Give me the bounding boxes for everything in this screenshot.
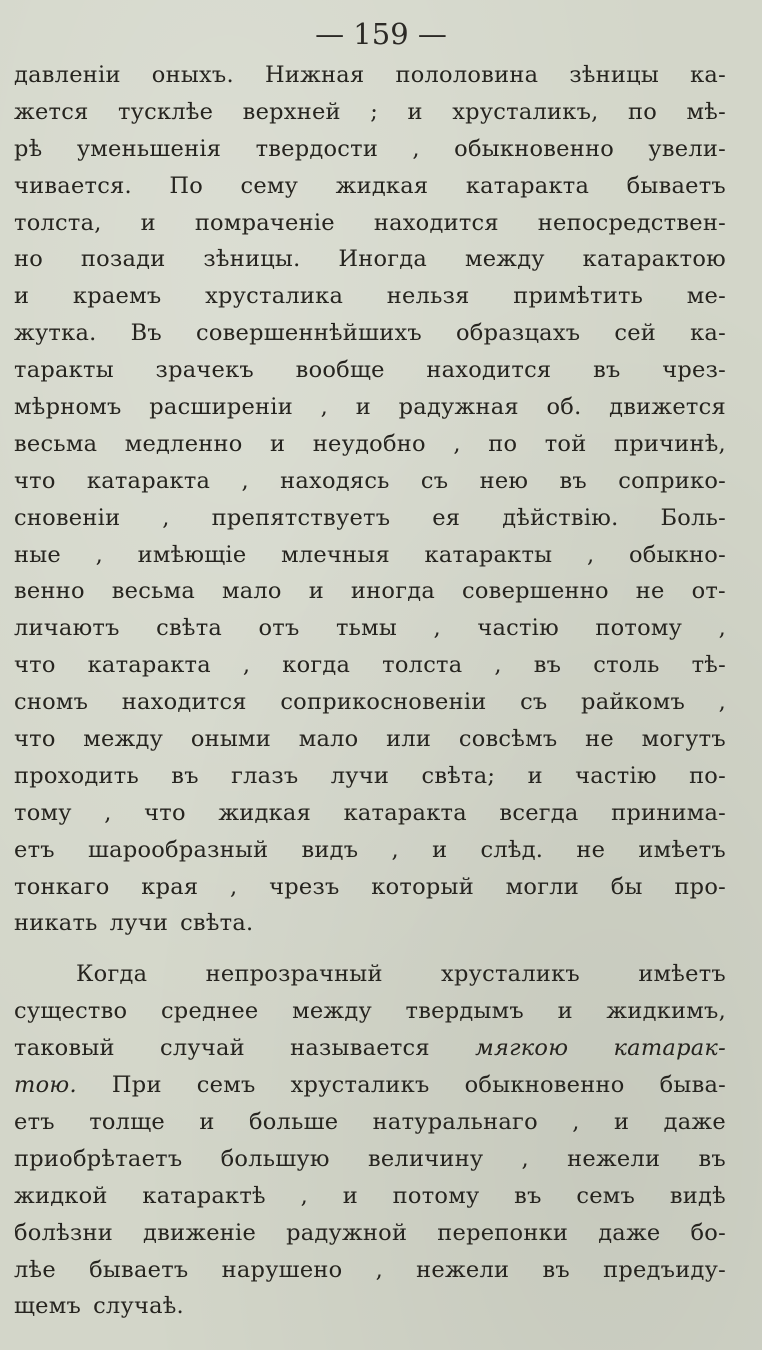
word: видъ	[301, 836, 359, 863]
word: свѣта.	[180, 910, 254, 937]
word: увели-	[648, 135, 726, 162]
word: болѣзни	[14, 1219, 113, 1246]
word: весьма	[111, 578, 195, 605]
word: ея	[432, 504, 461, 531]
word: об.	[546, 394, 582, 421]
word: ные	[14, 541, 61, 568]
word: что	[14, 467, 56, 494]
text-line	[14, 315, 726, 352]
word: жидкая	[218, 799, 312, 826]
text-line	[14, 537, 726, 574]
word: слѣд.	[480, 836, 544, 863]
word: Когда	[76, 961, 148, 988]
word: нельзя	[386, 283, 470, 310]
word: мѣрномъ	[14, 394, 122, 421]
word: въ	[559, 467, 587, 494]
word: лучи	[109, 910, 169, 937]
text-line	[14, 795, 726, 832]
word: образцахъ	[456, 320, 581, 347]
word: медленно	[124, 430, 243, 457]
word: ,	[572, 1108, 580, 1135]
word: чивается.	[14, 172, 132, 199]
word: катаракта	[87, 652, 211, 679]
word: нежели	[567, 1145, 661, 1172]
word: ,	[586, 541, 595, 568]
word: ,	[241, 467, 249, 494]
word: находится	[426, 357, 552, 384]
word: ,	[162, 504, 170, 531]
word: дѣйствію.	[502, 504, 619, 531]
word: ,	[718, 689, 726, 716]
word: случай	[160, 1035, 245, 1062]
word: не	[585, 726, 614, 753]
word: чрез-	[662, 357, 726, 384]
word: и	[432, 836, 448, 863]
word: радужная	[398, 394, 519, 421]
word: семъ	[196, 1072, 256, 1099]
word: совершенно	[462, 578, 609, 605]
word: не	[576, 836, 606, 863]
word: не	[635, 578, 665, 605]
word: въ	[542, 1256, 570, 1283]
word: катарактѣ	[142, 1182, 266, 1209]
page-number: — 159 —	[315, 17, 447, 51]
text-line	[14, 463, 726, 500]
word: проходить	[14, 762, 139, 789]
word: чрезъ	[269, 873, 340, 900]
word: зрачекъ	[155, 357, 254, 384]
word: соприко-	[618, 467, 726, 494]
word: когда	[282, 652, 351, 679]
text-line	[14, 426, 726, 463]
text-line	[14, 500, 726, 537]
word: и	[407, 98, 423, 125]
word: катаракта	[86, 467, 211, 494]
word: хрусталикъ	[441, 961, 580, 988]
text-line	[14, 352, 726, 389]
word: личаютъ	[14, 615, 120, 642]
word: движеніе	[143, 1219, 257, 1246]
word: рѣ	[14, 135, 43, 162]
text-line	[14, 1288, 726, 1325]
word: оныхъ.	[151, 62, 234, 88]
word: который	[371, 873, 474, 900]
word: обыкновенно	[454, 135, 615, 162]
word: съ	[520, 689, 548, 716]
word: что	[144, 799, 186, 826]
word: краемъ	[72, 283, 162, 310]
word: Иногда	[338, 246, 428, 273]
word: и	[342, 1182, 358, 1209]
word: сновеніи	[14, 504, 121, 531]
text-line	[14, 1067, 726, 1104]
word: жется	[14, 98, 89, 125]
word: таковый	[14, 1035, 115, 1062]
word: даже	[663, 1108, 726, 1135]
word: Боль-	[660, 504, 726, 531]
word: и	[140, 209, 156, 236]
word: давленіи	[14, 62, 121, 88]
word: мало	[298, 726, 359, 753]
word: хрусталикъ	[290, 1072, 430, 1099]
word: и	[355, 394, 371, 421]
word: глазъ	[231, 762, 299, 789]
word: радужной	[286, 1219, 408, 1246]
word: могутъ	[641, 726, 726, 753]
word: натуральнаго	[372, 1108, 538, 1135]
word: тою.	[14, 1072, 77, 1099]
word: ,	[375, 1256, 384, 1283]
word: и	[14, 283, 30, 310]
word: движется	[609, 394, 726, 421]
word: про-	[674, 873, 726, 900]
word: бо-	[690, 1219, 726, 1246]
text-line	[14, 389, 726, 426]
word: тому	[14, 799, 72, 826]
word: всегда	[499, 799, 579, 826]
word: твердости	[255, 135, 379, 162]
word: ,	[718, 615, 726, 642]
text-line	[14, 278, 726, 315]
word: въ	[533, 652, 562, 679]
word: частію	[477, 615, 559, 642]
word: никать	[14, 910, 98, 937]
word: больше	[248, 1108, 339, 1135]
text-line	[14, 647, 726, 684]
word: приобрѣтаетъ	[14, 1145, 183, 1172]
paragraph	[14, 956, 726, 1325]
text-line	[14, 610, 726, 647]
word: быва-	[659, 1072, 726, 1099]
word: существо	[14, 998, 128, 1025]
word: шарообразный	[87, 836, 269, 863]
text-line	[14, 1104, 726, 1141]
word: имѣющіе	[137, 541, 247, 568]
word: среднее	[160, 998, 259, 1025]
word: верхней	[242, 98, 341, 125]
word: тьмы	[335, 615, 398, 642]
word: имѣетъ	[638, 836, 726, 863]
text-line	[14, 168, 726, 205]
text-line	[14, 1141, 726, 1178]
word: между	[292, 998, 372, 1025]
text-line	[14, 1215, 726, 1252]
word: совсѣмъ	[458, 726, 558, 753]
text-line	[14, 721, 726, 758]
word: съ	[420, 467, 449, 494]
word: между	[464, 246, 545, 273]
word: от-	[691, 578, 726, 605]
text-line	[14, 758, 726, 795]
word: хрусталика	[205, 283, 344, 310]
word: даже	[598, 1219, 661, 1246]
word: называется	[290, 1035, 430, 1062]
word: величину	[367, 1145, 484, 1172]
word: ,	[320, 394, 329, 421]
word: мало	[221, 578, 282, 605]
word: лучи	[330, 762, 390, 789]
word: нарушено	[221, 1256, 343, 1283]
word: примѣтить	[513, 283, 644, 310]
word: бываетъ	[89, 1256, 189, 1283]
word: ,	[104, 799, 112, 826]
body-text	[14, 57, 726, 1325]
word: по	[488, 430, 518, 457]
text-line	[14, 241, 726, 278]
word: райкомъ	[581, 689, 686, 716]
text-line	[14, 869, 726, 906]
text-line	[14, 94, 726, 131]
word: толста,	[14, 209, 102, 236]
word: тѣ-	[691, 652, 726, 679]
word: нею	[479, 467, 529, 494]
word: расширеніи	[149, 394, 293, 421]
text-line	[14, 57, 726, 94]
word: уменьшенія	[76, 135, 222, 162]
word: таракты	[14, 357, 114, 384]
text-line	[14, 905, 726, 942]
word: катаракты	[424, 541, 553, 568]
word: непосредствен-	[537, 209, 726, 236]
word: предъиду-	[603, 1256, 726, 1283]
word: между	[83, 726, 164, 753]
word: потому	[595, 615, 683, 642]
word: но	[14, 246, 44, 273]
text-line	[14, 1252, 726, 1289]
word: мягкою	[475, 1035, 569, 1062]
word: лѣе	[14, 1256, 56, 1283]
word: сему	[240, 172, 299, 199]
word: ,	[95, 541, 103, 568]
word: той	[544, 430, 587, 457]
word: ка-	[690, 62, 726, 88]
word: жидкимъ,	[606, 998, 726, 1025]
word: позади	[80, 246, 166, 273]
word: бы	[610, 873, 643, 900]
text-line	[14, 1178, 726, 1215]
word: и	[270, 430, 286, 457]
word: что	[14, 652, 56, 679]
word: ,	[300, 1182, 308, 1209]
word: и	[614, 1108, 630, 1135]
word: большую	[220, 1145, 330, 1172]
word: частію	[575, 762, 657, 789]
word: въ	[514, 1182, 542, 1209]
word: случаѣ.	[93, 1293, 184, 1320]
word: етъ	[14, 1108, 55, 1135]
word: потому	[392, 1182, 480, 1209]
word: катарак-	[613, 1035, 726, 1062]
word: катаракта	[343, 799, 467, 826]
word: соприкосновеніи	[280, 689, 487, 716]
word: тонкаго	[14, 873, 110, 900]
word: видѣ	[669, 1182, 726, 1209]
word: помраченіе	[194, 209, 335, 236]
word: бываетъ	[626, 172, 726, 199]
word: По	[169, 172, 204, 199]
word: жидкая	[335, 172, 429, 199]
word: етъ	[14, 836, 55, 863]
word: свѣта;	[421, 762, 496, 789]
word: имѣетъ	[638, 961, 726, 988]
word: и	[557, 998, 573, 1025]
word: находится	[373, 209, 499, 236]
word: вообще	[295, 357, 385, 384]
word: катаракта	[465, 172, 590, 199]
word: столь	[593, 652, 660, 679]
word: ка-	[690, 320, 726, 347]
word: ,	[494, 652, 502, 679]
word: въ	[593, 357, 621, 384]
word: пололовина	[395, 62, 539, 88]
word: нежели	[416, 1256, 510, 1283]
paragraph	[14, 57, 726, 942]
word: ,	[230, 873, 238, 900]
word: зѣницы	[569, 62, 660, 88]
word: весьма	[14, 430, 98, 457]
word: свѣта	[156, 615, 223, 642]
word: и	[199, 1108, 215, 1135]
word: оными	[190, 726, 272, 753]
word: края	[141, 873, 199, 900]
word: неудобно	[312, 430, 426, 457]
text-line	[14, 993, 726, 1030]
word: причинѣ,	[613, 430, 726, 457]
word: ,	[242, 652, 251, 679]
word: и	[308, 578, 324, 605]
word: ,	[433, 615, 441, 642]
word: обыкно-	[628, 541, 726, 568]
paragraph-gap	[14, 942, 726, 956]
word: что	[14, 726, 56, 753]
word: ,	[521, 1145, 529, 1172]
word: тусклѣе	[117, 98, 214, 125]
word: совершеннѣйшихъ	[195, 320, 422, 347]
word: млечныя	[281, 541, 390, 568]
text-line	[14, 1030, 726, 1067]
text-line	[14, 832, 726, 869]
word: Въ	[130, 320, 162, 347]
word: семъ	[576, 1182, 636, 1209]
word: могли	[505, 873, 580, 900]
word: хрусталикъ,	[452, 98, 599, 125]
word: или	[386, 726, 432, 753]
word: ;	[370, 98, 379, 125]
text-line	[14, 205, 726, 242]
word: иногда	[350, 578, 436, 605]
word: обыкновенно	[464, 1072, 625, 1099]
word: мѣ-	[686, 98, 726, 125]
word: Нижная	[264, 62, 365, 88]
word: сномъ	[14, 689, 89, 716]
word: жутка.	[14, 320, 97, 347]
word: находится	[121, 689, 247, 716]
word: катарактою	[582, 246, 726, 273]
word: и	[527, 762, 543, 789]
word: ме-	[686, 283, 726, 310]
word: ,	[412, 135, 420, 162]
word: препятствуетъ	[211, 504, 391, 531]
word: перепонки	[437, 1219, 569, 1246]
word: отъ	[258, 615, 300, 642]
word: по-	[689, 762, 726, 789]
word: въ	[698, 1145, 726, 1172]
word: сей	[614, 320, 657, 347]
text-line	[14, 131, 726, 168]
word: въ	[171, 762, 199, 789]
word: по	[628, 98, 658, 125]
word: находясь	[280, 467, 390, 494]
word: ,	[453, 430, 461, 457]
text-line	[14, 573, 726, 610]
word: толще	[89, 1108, 165, 1135]
text-line	[14, 956, 726, 993]
word: непрозрачный	[205, 961, 383, 988]
word: При	[111, 1072, 162, 1099]
word: зѣницы.	[203, 246, 301, 273]
word: твердымъ	[405, 998, 524, 1025]
text-line	[14, 684, 726, 721]
word: венно	[14, 578, 85, 605]
word: ,	[391, 836, 399, 863]
word: жидкой	[14, 1182, 108, 1209]
word: толста	[382, 652, 463, 679]
word: принима-	[611, 799, 726, 826]
word: щемъ	[14, 1293, 82, 1320]
